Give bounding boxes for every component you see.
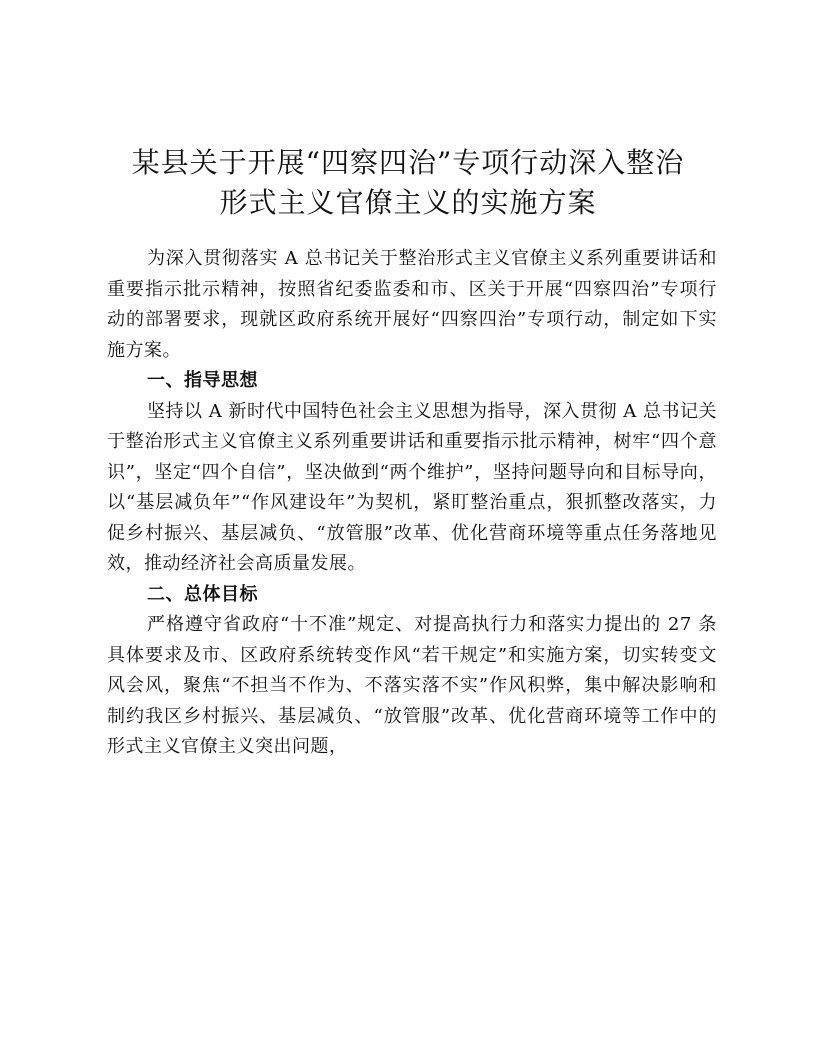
title-line-1: 某县关于开展“四察四治”专项行动深入整治 (131, 146, 685, 179)
document-body (107, 244, 717, 763)
section-heading-guiding-ideology: 一、指导思想 (147, 370, 258, 391)
section-paragraph-guiding-ideology: 坚持以 A 新时代中国特色社会主义思想为指导，深入贯彻 A 总书记关于整治形式主义官僚主义系列重要讲话和重要指示批示精神，树牢“四个意识”，坚定“四个自信”，坚决做到“两个维护”，坚持问题导向和目标导向，以“基层减负年”“作风建设年”为契机，紧盯整治重点，狠抓整改落实，力促乡村振兴、基层减负、“放管服”改革、优化营商环境等重点任务落地见效，推动经济社会高质量发展。 (107, 400, 717, 574)
document-title (60, 143, 756, 223)
intro-paragraph: 为深入贯彻落实 A 总书记关于整治形式主义官僚主义系列重要讲话和重要指示批示精神，按照省纪委监委和市、区关于开展“四察四治”专项行动的部署要求，现就区政府系统开展好“四察四治”专项行动，制定如下实施方案。 (107, 248, 717, 361)
title-line-2: 形式主义官僚主义的实施方案 (219, 186, 597, 219)
section-paragraph-overall-goals: 严格遵守省政府“十不准”规定、对提高执行力和落实力提出的 27 条具体要求及市、区政府系统转变作风“若干规定”和实施方案，切实转变文风会风，聚焦“不担当不作为、不落实落不实”作风积弊，集中解决影响和制约我区乡村振兴、基层减负、“放管服”改革、优化营商环境等工作中的形式主义官僚主义突出问题， (107, 614, 717, 757)
section-heading-overall-goals: 二、总体目标 (147, 583, 258, 605)
